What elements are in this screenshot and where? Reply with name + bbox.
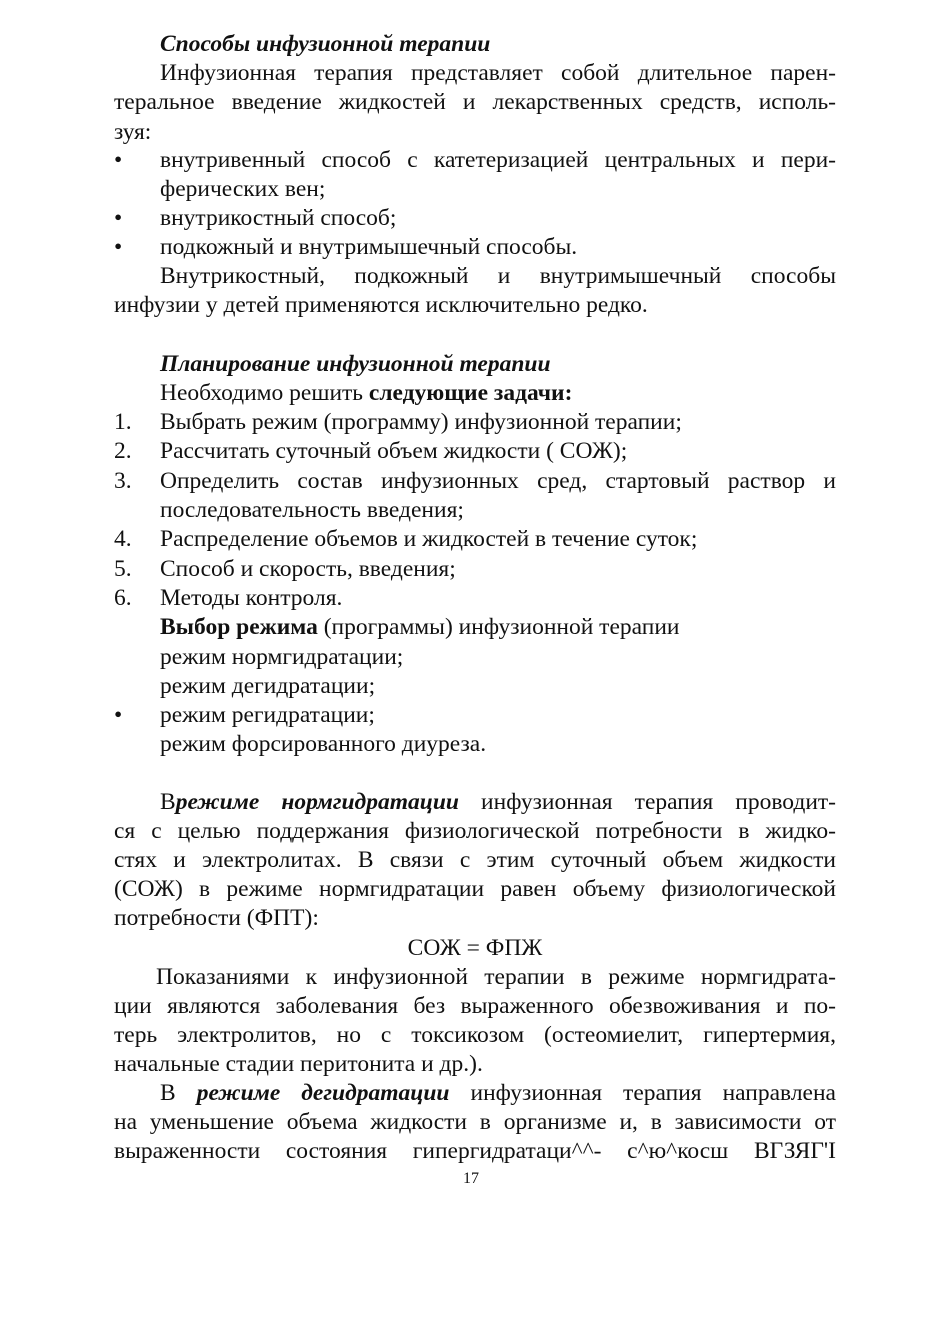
first-line-rest: инфузионная терапия направлена xyxy=(449,1080,836,1106)
item-number: 5. xyxy=(114,556,132,582)
mode-choice-rest: (программы) инфузионной терапии xyxy=(317,614,680,640)
item-text: Рассчитать суточный объем жидкости ( СОЖ); xyxy=(160,438,628,464)
item-number: 1. xyxy=(114,409,132,435)
formula: СОЖ = ФПЖ xyxy=(407,935,543,961)
mode-choice-line xyxy=(160,613,679,641)
item-text: Определить состав инфузионных сред, стартовый раствор и xyxy=(160,468,836,494)
item-text: Способ и скорость, введения; xyxy=(160,556,456,582)
paragraph-line: стях и электролитах. В связи с этим суточный объем жидкости xyxy=(114,847,836,873)
paragraph-line: теральное введение жидкостей и лекарственных средств, исполь- xyxy=(114,89,836,115)
mode-choice-bold: Выбор режима xyxy=(160,614,318,640)
paragraph-first-line xyxy=(160,788,836,816)
bullet-marker: • xyxy=(114,234,123,260)
tasks-intro-bold: следующие задачи: xyxy=(368,380,573,406)
section-heading-infusion-planning: Планирование инфузионной терапии xyxy=(160,351,551,377)
bullet-marker: • xyxy=(114,205,123,231)
paragraph-line: (СОЖ) в режиме нормгидратации равен объему физиологической xyxy=(114,876,836,902)
tasks-intro-text: Необходимо решить xyxy=(160,380,369,406)
item-number: 2. xyxy=(114,438,132,464)
lead-word: В xyxy=(160,789,176,815)
mode-item-text: режим регидратации; xyxy=(160,702,375,728)
item-number: 6. xyxy=(114,585,132,611)
paragraph-line-garbled: выраженности состояния гипергидратаци^^- с^ю^косш ВГЗЯГ'I xyxy=(114,1138,836,1164)
bullet-marker: • xyxy=(114,147,123,173)
paragraph-line: на уменьшение объема жидкости в организме и, в зависимости от xyxy=(114,1109,836,1135)
section-heading-infusion-methods: Способы инфузионной терапии xyxy=(160,31,491,57)
bullet-marker: • xyxy=(114,702,123,728)
paragraph-first-line xyxy=(160,1079,836,1107)
mode-item: режим форсированного диуреза. xyxy=(160,731,487,757)
bullet-text: внутривенный способ с катетеризацией центральных и пери- xyxy=(160,147,836,173)
first-line-rest: инфузионная терапия проводит- xyxy=(458,789,837,815)
mode-item: режим нормгидратации; xyxy=(160,644,404,670)
item-number: 4. xyxy=(114,526,132,552)
paragraph-line: ся с целью поддержания физиологической потребности в жидко- xyxy=(114,818,836,844)
paragraph-line: потребности (ФПТ): xyxy=(114,905,319,931)
tasks-intro xyxy=(160,379,572,407)
paragraph-line: зуя: xyxy=(114,119,152,145)
paragraph-line: инфузии у детей применяются исключительно редко. xyxy=(114,292,648,318)
item-text: Методы контроля. xyxy=(160,585,343,611)
page-number: 17 xyxy=(463,1170,479,1187)
term-dehydration: режиме дегидратации xyxy=(196,1080,450,1106)
paragraph-line: начальные стадии перитонита и др.). xyxy=(114,1051,483,1077)
lead-word: В xyxy=(160,1080,197,1106)
paragraph-line: Внутрикостный, подкожный и внутримышечный способы xyxy=(160,263,836,289)
paragraph-line: Инфузионная терапия представляет собой длительное парен- xyxy=(160,60,836,86)
bullet-text: подкожный и внутримышечный способы. xyxy=(160,234,578,260)
bullet-text: внутрикостный способ; xyxy=(160,205,397,231)
bullet-text-continuation: ферических вен; xyxy=(160,176,326,202)
paragraph-line: ции являются заболевания без выраженного обезвоживания и по- xyxy=(114,993,836,1019)
item-text: последовательность введения; xyxy=(160,497,464,523)
mode-item: режим дегидратации; xyxy=(160,673,376,699)
item-text: Выбрать режим (программу) инфузионной терапии; xyxy=(160,409,682,435)
item-text: Распределение объемов и жидкостей в течение суток; xyxy=(160,526,698,552)
item-number: 3. xyxy=(114,468,132,494)
term-normhydration: режиме нормгидратации xyxy=(175,789,459,815)
paragraph-line: Показаниями к инфузионной терапии в режиме нормгидрата- xyxy=(156,964,836,990)
paragraph-line: терь электролитов, но с токсикозом (остеомиелит, гипертермия, xyxy=(114,1022,836,1048)
